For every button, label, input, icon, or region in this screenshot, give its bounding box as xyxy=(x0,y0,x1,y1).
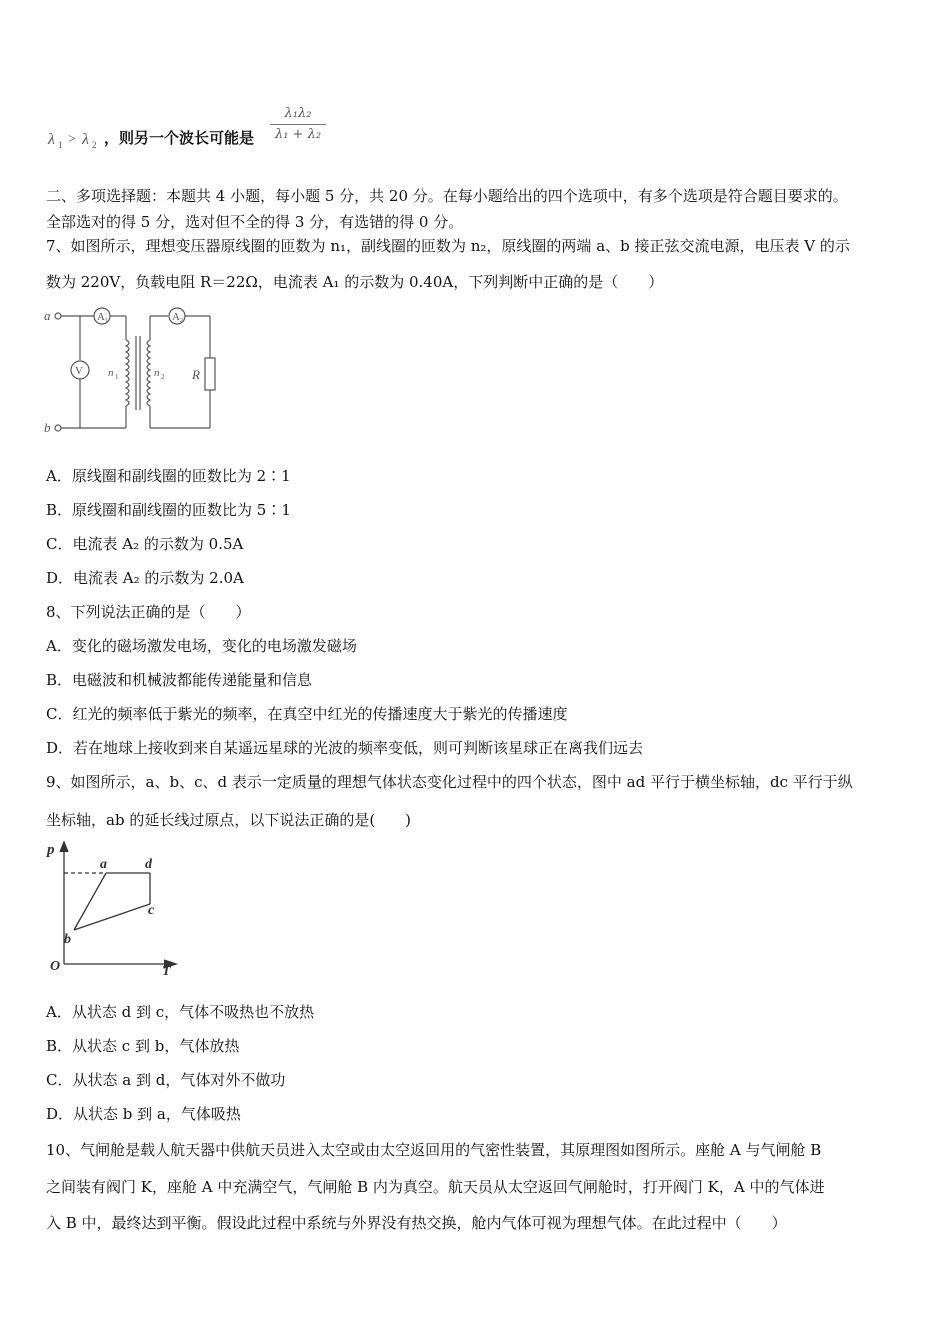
lambda2-subscript: 2 xyxy=(92,140,97,150)
label-n2-sub: 2 xyxy=(161,373,165,381)
fraction-bar xyxy=(270,124,326,125)
resistor-r xyxy=(205,358,215,390)
greater-than-symbol: > xyxy=(68,132,76,147)
axis-label-p: p xyxy=(47,842,55,858)
lambda2-symbol: λ xyxy=(82,131,89,148)
q9-stem-line1: 9、如图所示，a、b、c、d 表示一定质量的理想气体状态变化过程中的四个状态，图中 ad 平行于横坐标轴，dc 平行于纵 xyxy=(46,773,853,791)
segment-cb xyxy=(74,904,150,930)
point-label-a: a xyxy=(100,857,107,872)
q8-stem: 8、下列说法正确的是（ ） xyxy=(46,603,251,621)
point-label-c: c xyxy=(148,903,155,918)
top-text: ，则另一个波长可能是 xyxy=(104,129,255,147)
section-title-line2: 全部选对的得 5 分，选对但不全的得 3 分，有选错的得 0 分。 xyxy=(46,213,464,231)
lambda1-symbol: λ xyxy=(48,131,55,148)
label-a2: A xyxy=(172,311,180,323)
top-lambda-relation xyxy=(46,126,106,152)
point-label-d: d xyxy=(145,857,152,872)
p-t-diagram xyxy=(44,838,184,978)
terminal-a xyxy=(55,313,61,319)
q9-stem-line2: 坐标轴，ab 的延长线过原点，以下说法正确的是( ) xyxy=(46,811,412,829)
q10-stem-line2: 之间装有阀门 K，座舱 A 中充满空气，气闸舱 B 内为真空。航天员从太空返回气闸舱时，打开阀门 K，A 中的气体进 xyxy=(46,1178,825,1196)
axis-label-t: T xyxy=(162,964,171,978)
label-a1-sub: 1 xyxy=(105,318,108,324)
q8-option-a: A．变化的磁场激发电场，变化的电场激发磁场 xyxy=(46,637,357,655)
q8-option-c: C．红光的频率低于紫光的频率，在真空中红光的传播速度大于紫光的传播速度 xyxy=(46,705,568,723)
lambda1-subscript: 1 xyxy=(58,140,63,150)
point-label-b: b xyxy=(64,932,71,947)
label-n2: n xyxy=(154,367,160,379)
fraction-denominator: λ₁ + λ₂ xyxy=(274,127,322,142)
q7-stem-line1: 7、如图所示，理想变压器原线圈的匝数为 n₁，副线圈的匝数为 n₂，原线圈的两端 a、b 接正弦交流电源，电压表 V 的示 xyxy=(46,237,850,255)
label-n1: n xyxy=(108,367,114,379)
q9-option-d: D．从状态 b 到 a，气体吸热 xyxy=(46,1105,241,1123)
q10-stem-line1: 10、气闸舱是载人航天器中供航天员进入太空或由太空返回用的气密性装置，其原理图如图所示。座舱 A 与气闸舱 B xyxy=(46,1141,822,1159)
label-r: R xyxy=(192,367,200,382)
wavelength-fraction xyxy=(268,105,328,144)
q8-option-b: B．电磁波和机械波都能传递能量和信息 xyxy=(46,671,313,689)
q7-option-c: C．电流表 A₂ 的示数为 0.5A xyxy=(46,535,244,553)
origin-label: O xyxy=(50,959,61,974)
label-a1: A xyxy=(97,311,105,323)
q9-option-b: B．从状态 c 到 b，气体放热 xyxy=(46,1037,240,1055)
secondary-coil xyxy=(147,340,150,406)
section-title-line1: 二、多项选择题：本题共 4 小题，每小题 5 分，共 20 分。在每小题给出的四个选项中，有多个选项是符合题目要求的。 xyxy=(46,187,848,205)
label-v: V xyxy=(75,365,83,377)
transformer-circuit-figure xyxy=(40,302,230,440)
q7-option-d: D．电流表 A₂ 的示数为 2.0A xyxy=(46,569,244,587)
q7-option-a: A．原线圈和副线圈的匝数比为 2∶1 xyxy=(46,467,291,485)
q9-option-c: C．从状态 a 到 d，气体对外不做功 xyxy=(46,1071,286,1089)
label-b: b xyxy=(44,420,51,435)
q8-option-d: D．若在地球上接收到来自某遥远星球的光波的频率变低，则可判断该星球正在离我们远去 xyxy=(46,739,644,757)
label-n1-sub: 1 xyxy=(115,373,119,381)
q10-stem-line3: 入 B 中，最终达到平衡。假设此过程中系统与外界没有热交换，舱内气体可视为理想气体。在此过程中（ ） xyxy=(46,1214,787,1232)
label-a2-sub: 2 xyxy=(180,318,183,324)
terminal-b xyxy=(55,425,61,431)
q7-stem-line2: 数为 220V，负载电阻 R＝22Ω，电流表 A₁ 的示数为 0.40A，下列判断中正确的是（ ） xyxy=(46,273,664,291)
primary-coil xyxy=(126,340,129,406)
fraction-numerator: λ₁λ₂ xyxy=(284,106,312,121)
label-a: a xyxy=(44,308,51,323)
segment-ba xyxy=(74,873,106,930)
q7-option-b: B．原线圈和副线圈的匝数比为 5∶1 xyxy=(46,501,291,519)
q9-option-a: A．从状态 d 到 c，气体不吸热也不放热 xyxy=(46,1003,315,1021)
